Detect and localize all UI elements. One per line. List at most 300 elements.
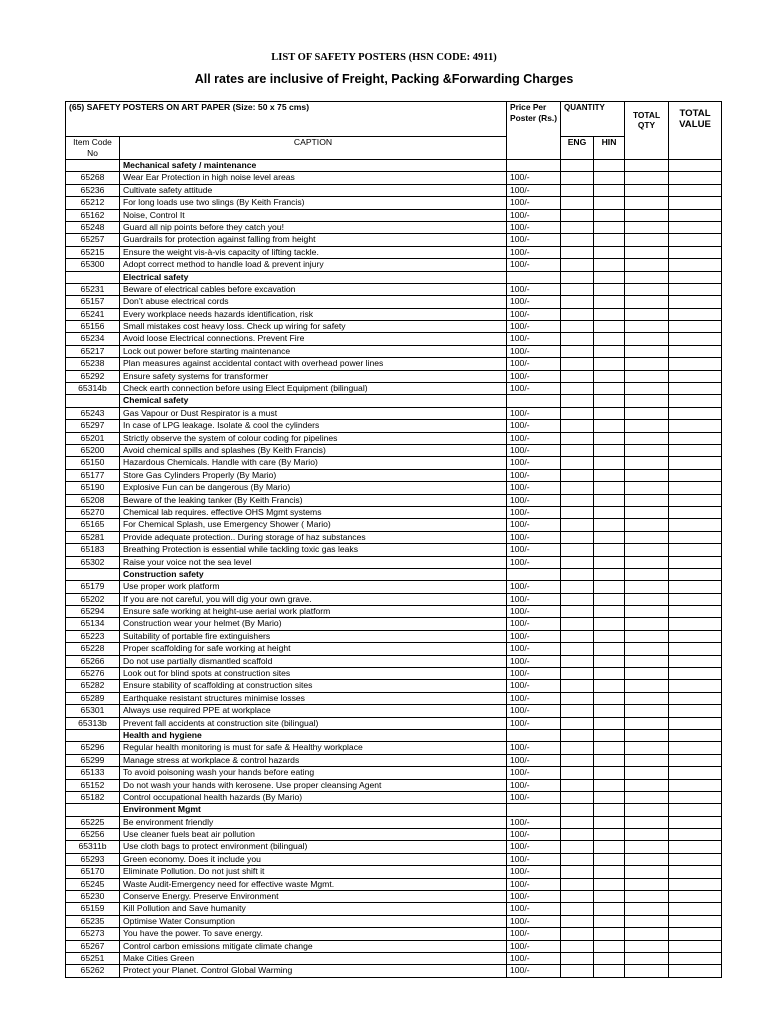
total-qty-cell [625,308,669,320]
item-price: 100/- [507,866,561,878]
quantity-header: QUANTITY [561,102,625,137]
total-qty-cell [625,655,669,667]
item-code: 65311b [66,841,120,853]
hin-qty-cell[interactable] [594,742,625,754]
group-title: (65) SAFETY POSTERS ON ART PAPER (Size: 50 x 75 cms) [66,102,507,137]
eng-qty-cell[interactable] [561,407,594,419]
table-row [66,197,722,209]
eng-qty-cell[interactable] [561,457,594,469]
total-value-cell [669,829,722,841]
total-qty-cell [625,680,669,692]
item-price: 100/- [507,853,561,865]
hin-qty-cell[interactable] [594,172,625,184]
eng-qty-cell[interactable] [561,928,594,940]
item-code: 65162 [66,209,120,221]
section-title: Electrical safety [120,271,507,283]
eng-qty-cell[interactable] [561,358,594,370]
hin-qty-cell[interactable] [594,630,625,642]
item-price: 100/- [507,407,561,419]
caption-header: CAPTION [120,137,507,160]
hin-qty-cell[interactable] [594,531,625,543]
item-caption: Ensure the weight vis-à-vis capacity of lifting tackle. [120,246,507,258]
item-code: 65314b [66,383,120,395]
eng-qty-cell[interactable] [561,308,594,320]
total-value-cell [669,742,722,754]
item-caption: Lock out power before starting maintenance [120,345,507,357]
empty-cell [507,160,561,172]
table-row [66,643,722,655]
hin-qty-cell[interactable] [594,915,625,927]
item-price: 100/- [507,816,561,828]
hin-qty-cell[interactable] [594,407,625,419]
eng-qty-cell[interactable] [561,692,594,704]
hin-qty-cell[interactable] [594,692,625,704]
hin-qty-cell[interactable] [594,680,625,692]
item-price: 100/- [507,680,561,692]
eng-qty-cell[interactable] [561,184,594,196]
eng-qty-cell[interactable] [561,482,594,494]
item-code: 65257 [66,234,120,246]
total-value-cell [669,444,722,456]
eng-qty-cell[interactable] [561,259,594,271]
total-qty-cell [625,197,669,209]
total-qty-cell [625,754,669,766]
hin-qty-cell[interactable] [594,383,625,395]
eng-qty-cell[interactable] [561,209,594,221]
eng-qty-cell[interactable] [561,296,594,308]
eng-qty-cell[interactable] [561,606,594,618]
item-code: 65267 [66,940,120,952]
hin-qty-cell[interactable] [594,221,625,233]
total-value-cell [669,705,722,717]
item-caption: Suitability of portable fire extinguishers [120,630,507,642]
item-code: 65262 [66,965,120,977]
hin-qty-cell[interactable] [594,866,625,878]
item-code: 65182 [66,791,120,803]
eng-qty-cell[interactable] [561,345,594,357]
hin-qty-cell[interactable] [594,767,625,779]
hin-qty-cell[interactable] [594,469,625,481]
item-code: 65256 [66,829,120,841]
total-qty-cell [625,469,669,481]
item-code: 65243 [66,407,120,419]
total-value-cell [669,878,722,890]
total-value-cell [669,606,722,618]
item-price: 100/- [507,630,561,642]
eng-qty-cell[interactable] [561,680,594,692]
item-code: 65223 [66,630,120,642]
eng-qty-cell[interactable] [561,494,594,506]
item-caption: Small mistakes cost heavy loss. Check up wiring for safety [120,321,507,333]
item-code-header: Item Code No [66,137,120,160]
total-qty-cell [625,829,669,841]
eng-qty-cell[interactable] [561,420,594,432]
section-row [66,804,722,816]
table-row [66,767,722,779]
total-qty-cell [625,345,669,357]
eng-qty-cell[interactable] [561,965,594,977]
hin-qty-cell[interactable] [594,420,625,432]
total-value-cell [669,420,722,432]
item-code: 65276 [66,668,120,680]
table-row [66,407,722,419]
total-qty-cell [625,420,669,432]
item-price: 100/- [507,333,561,345]
table-row [66,544,722,556]
hin-qty-cell[interactable] [594,643,625,655]
hin-qty-cell[interactable] [594,184,625,196]
item-price: 100/- [507,209,561,221]
section-title: Mechanical safety / maintenance [120,160,507,172]
total-qty-cell [625,259,669,271]
total-value-cell [669,717,722,729]
table-row [66,556,722,568]
hin-qty-cell[interactable] [594,593,625,605]
item-caption: Conserve Energy. Preserve Environment [120,891,507,903]
item-price: 100/- [507,891,561,903]
hin-qty-cell[interactable] [594,259,625,271]
item-price: 100/- [507,829,561,841]
section-title: Environment Mgmt [120,804,507,816]
eng-qty-cell[interactable] [561,333,594,345]
item-code: 65212 [66,197,120,209]
hin-qty-cell[interactable] [594,891,625,903]
total-qty-cell [625,866,669,878]
eng-qty-cell[interactable] [561,829,594,841]
item-code: 65268 [66,172,120,184]
total-qty-cell [625,779,669,791]
empty-cell [66,804,120,816]
empty-cell [561,271,594,283]
hin-qty-cell[interactable] [594,308,625,320]
hin-qty-cell[interactable] [594,345,625,357]
item-caption: Kill Pollution and Save humanity [120,903,507,915]
table-row [66,853,722,865]
hin-qty-cell[interactable] [594,606,625,618]
eng-qty-cell[interactable] [561,321,594,333]
eng-qty-cell[interactable] [561,816,594,828]
total-qty-cell [625,581,669,593]
eng-qty-cell[interactable] [561,444,594,456]
hin-qty-cell[interactable] [594,717,625,729]
item-code: 65251 [66,953,120,965]
item-price: 100/- [507,791,561,803]
eng-qty-cell[interactable] [561,630,594,642]
hin-qty-cell[interactable] [594,457,625,469]
item-caption: Make Cities Green [120,953,507,965]
table-row [66,816,722,828]
eng-qty-cell[interactable] [561,283,594,295]
hin-qty-cell[interactable] [594,209,625,221]
eng-qty-cell[interactable] [561,791,594,803]
hin-qty-cell[interactable] [594,506,625,518]
item-caption: Explosive Fun can be dangerous (By Mario) [120,482,507,494]
empty-cell [66,568,120,580]
eng-qty-cell[interactable] [561,172,594,184]
hin-qty-cell[interactable] [594,853,625,865]
item-price: 100/- [507,618,561,630]
hin-qty-cell[interactable] [594,581,625,593]
hin-qty-cell[interactable] [594,791,625,803]
empty-cell [625,729,669,741]
eng-qty-cell[interactable] [561,878,594,890]
item-code: 65152 [66,779,120,791]
hin-qty-cell[interactable] [594,283,625,295]
item-code: 65201 [66,432,120,444]
item-caption: Beware of electrical cables before excavation [120,283,507,295]
total-qty-cell [625,668,669,680]
item-caption: Use proper work platform [120,581,507,593]
item-code: 65159 [66,903,120,915]
eng-qty-cell[interactable] [561,531,594,543]
item-price: 100/- [507,345,561,357]
hin-qty-cell[interactable] [594,965,625,977]
item-caption: Optimise Water Consumption [120,915,507,927]
total-qty-cell [625,841,669,853]
item-price: 100/- [507,197,561,209]
hin-qty-cell[interactable] [594,953,625,965]
eng-qty-cell[interactable] [561,383,594,395]
eng-qty-cell[interactable] [561,915,594,927]
hin-qty-cell[interactable] [594,668,625,680]
item-price: 100/- [507,506,561,518]
total-value-cell [669,630,722,642]
total-qty-cell [625,630,669,642]
item-caption: Breathing Protection is essential while tackling toxic gas leaks [120,544,507,556]
eng-qty-cell[interactable] [561,779,594,791]
empty-cell [561,804,594,816]
item-code: 65241 [66,308,120,320]
total-value-cell [669,333,722,345]
total-qty-cell [625,953,669,965]
item-price: 100/- [507,643,561,655]
section-title: Construction safety [120,568,507,580]
total-qty-cell [625,903,669,915]
hin-qty-cell[interactable] [594,370,625,382]
item-code: 65150 [66,457,120,469]
hin-qty-cell[interactable] [594,197,625,209]
hin-qty-cell[interactable] [594,903,625,915]
total-qty-cell [625,494,669,506]
total-qty-cell [625,692,669,704]
hin-qty-cell[interactable] [594,618,625,630]
empty-cell [669,395,722,407]
empty-cell [625,568,669,580]
item-code: 65282 [66,680,120,692]
eng-qty-cell[interactable] [561,655,594,667]
table-row [66,668,722,680]
hin-qty-cell[interactable] [594,494,625,506]
total-qty-cell [625,705,669,717]
hin-qty-cell[interactable] [594,940,625,952]
eng-qty-cell[interactable] [561,940,594,952]
total-qty-cell [625,853,669,865]
section-title: Health and hygiene [120,729,507,741]
eng-qty-cell[interactable] [561,370,594,382]
hin-qty-cell[interactable] [594,705,625,717]
empty-cell [594,160,625,172]
table-row [66,432,722,444]
total-qty-header: TOTAL QTY [625,102,669,160]
total-value-cell [669,457,722,469]
hin-qty-cell[interactable] [594,296,625,308]
eng-qty-cell[interactable] [561,432,594,444]
hin-qty-cell[interactable] [594,246,625,258]
table-row [66,321,722,333]
eng-qty-cell[interactable] [561,506,594,518]
item-caption: Beware of the leaking tanker (By Keith Francis) [120,494,507,506]
item-price: 100/- [507,358,561,370]
total-qty-cell [625,333,669,345]
hin-qty-cell[interactable] [594,234,625,246]
section-row [66,568,722,580]
total-qty-cell [625,407,669,419]
total-value-cell [669,370,722,382]
hin-qty-cell[interactable] [594,816,625,828]
item-code: 65236 [66,184,120,196]
item-caption: Avoid chemical spills and splashes (By Keith Francis) [120,444,507,456]
item-price: 100/- [507,531,561,543]
table-row [66,606,722,618]
eng-qty-cell[interactable] [561,221,594,233]
total-value-cell [669,172,722,184]
total-value-cell [669,668,722,680]
eng-qty-cell[interactable] [561,742,594,754]
item-price: 100/- [507,754,561,766]
total-value-cell [669,296,722,308]
item-caption: Store Gas Cylinders Properly (By Mario) [120,469,507,481]
item-caption: Ensure safety systems for transformer [120,370,507,382]
item-price: 100/- [507,482,561,494]
item-caption: In case of LPG leakage. Isolate & cool the cylinders [120,420,507,432]
table-row [66,692,722,704]
hin-qty-cell[interactable] [594,358,625,370]
item-code: 65238 [66,358,120,370]
empty-cell [594,568,625,580]
hin-qty-cell[interactable] [594,878,625,890]
item-caption: Look out for blind spots at construction sites [120,668,507,680]
eng-qty-cell[interactable] [561,717,594,729]
total-qty-cell [625,172,669,184]
eng-qty-cell[interactable] [561,556,594,568]
eng-qty-cell[interactable] [561,618,594,630]
hin-qty-cell[interactable] [594,779,625,791]
item-price: 100/- [507,965,561,977]
eng-qty-cell[interactable] [561,953,594,965]
eng-qty-cell[interactable] [561,519,594,531]
item-caption: Wear Ear Protection in high noise level areas [120,172,507,184]
total-value-cell [669,940,722,952]
eng-qty-cell[interactable] [561,234,594,246]
eng-qty-cell[interactable] [561,643,594,655]
hin-qty-cell[interactable] [594,544,625,556]
table-row [66,742,722,754]
eng-qty-cell[interactable] [561,767,594,779]
eng-qty-cell[interactable] [561,891,594,903]
total-value-cell [669,246,722,258]
item-caption: Always use required PPE at workplace [120,705,507,717]
hin-qty-cell[interactable] [594,655,625,667]
empty-cell [625,395,669,407]
item-code: 65270 [66,506,120,518]
table-row [66,630,722,642]
eng-qty-cell[interactable] [561,853,594,865]
table-row [66,878,722,890]
item-code: 65190 [66,482,120,494]
item-price: 100/- [507,519,561,531]
total-qty-cell [625,593,669,605]
table-row [66,283,722,295]
item-code: 65273 [66,928,120,940]
table-row [66,494,722,506]
hin-qty-cell[interactable] [594,841,625,853]
rates-note: All rates are inclusive of Freight, Packing &Forwarding Charges [194,72,574,86]
total-qty-cell [625,283,669,295]
eng-qty-cell[interactable] [561,246,594,258]
eng-qty-cell[interactable] [561,754,594,766]
empty-cell [561,160,594,172]
eng-qty-cell[interactable] [561,469,594,481]
total-value-cell [669,581,722,593]
item-caption: To avoid poisoning wash your hands before eating [120,767,507,779]
eng-qty-cell[interactable] [561,668,594,680]
hin-qty-cell[interactable] [594,754,625,766]
item-price: 100/- [507,928,561,940]
item-price: 100/- [507,655,561,667]
eng-qty-cell[interactable] [561,866,594,878]
eng-qty-cell[interactable] [561,903,594,915]
total-qty-cell [625,965,669,977]
total-qty-cell [625,544,669,556]
item-price: 100/- [507,593,561,605]
hin-qty-cell[interactable] [594,482,625,494]
item-price: 100/- [507,903,561,915]
hin-qty-cell[interactable] [594,432,625,444]
hin-qty-cell[interactable] [594,321,625,333]
total-value-cell [669,544,722,556]
item-code: 65297 [66,420,120,432]
hin-header: HIN [594,137,625,160]
table-row [66,469,722,481]
eng-qty-cell[interactable] [561,841,594,853]
total-qty-cell [625,221,669,233]
item-price: 100/- [507,915,561,927]
eng-qty-cell[interactable] [561,544,594,556]
hin-qty-cell[interactable] [594,556,625,568]
hin-qty-cell[interactable] [594,333,625,345]
table-row [66,791,722,803]
hin-qty-cell[interactable] [594,444,625,456]
table-row [66,593,722,605]
total-value-cell [669,754,722,766]
hin-qty-cell[interactable] [594,519,625,531]
hin-qty-cell[interactable] [594,928,625,940]
eng-qty-cell[interactable] [561,593,594,605]
table-row [66,506,722,518]
table-row [66,953,722,965]
eng-qty-cell[interactable] [561,197,594,209]
hin-qty-cell[interactable] [594,829,625,841]
item-code: 65300 [66,259,120,271]
table-row [66,209,722,221]
item-price: 100/- [507,779,561,791]
total-qty-cell [625,519,669,531]
eng-qty-cell[interactable] [561,581,594,593]
item-code: 65294 [66,606,120,618]
empty-cell [66,160,120,172]
eng-qty-cell[interactable] [561,705,594,717]
table-row [66,841,722,853]
